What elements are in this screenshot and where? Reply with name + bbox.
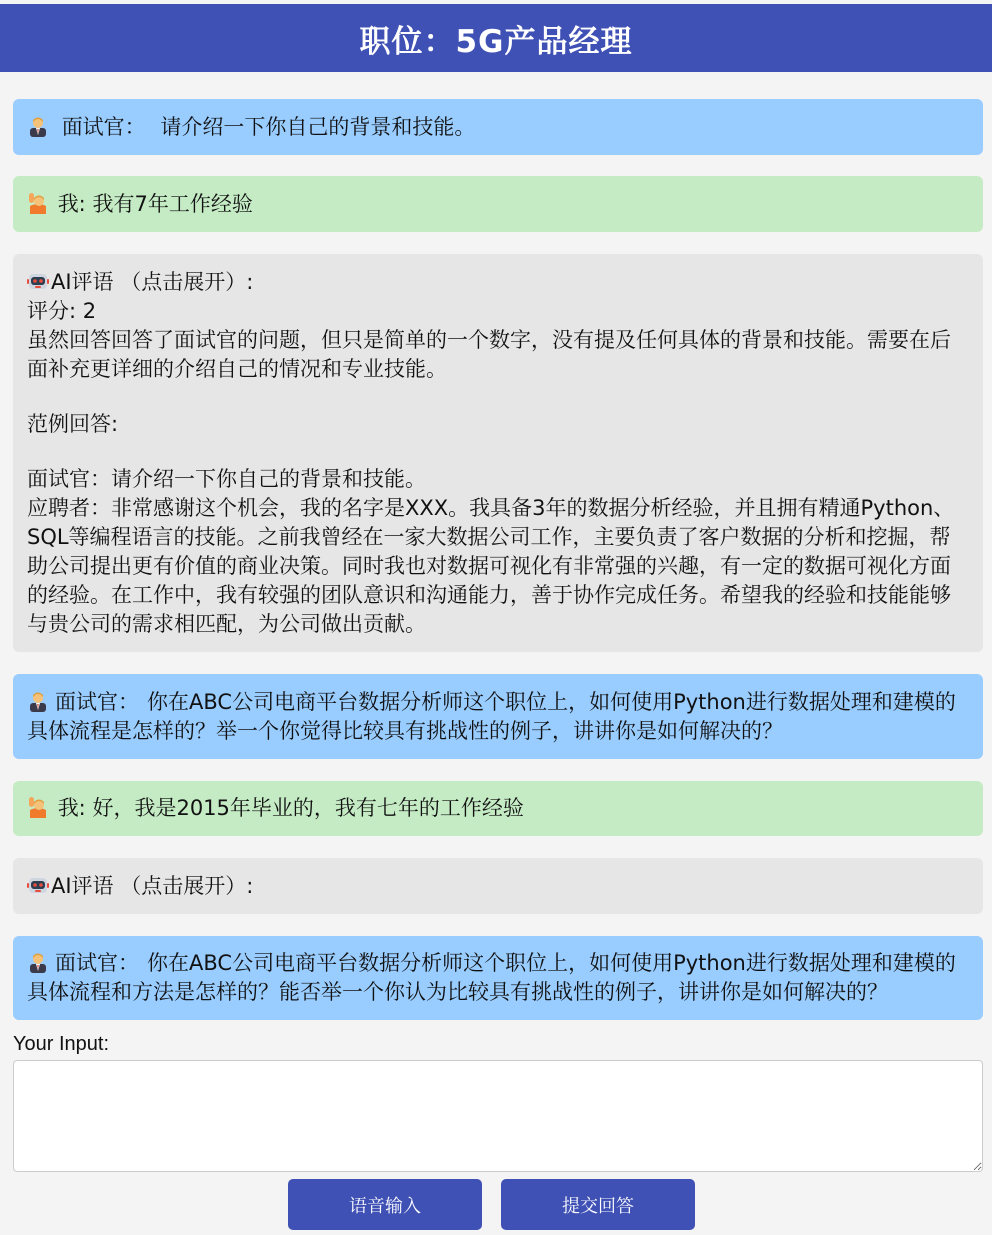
example-question: 面试官：请介绍一下你自己的背景和技能。 bbox=[27, 467, 426, 491]
man-office-worker-icon bbox=[27, 115, 49, 137]
voice-input-button[interactable]: 语音输入 bbox=[288, 1179, 482, 1230]
interviewer-message bbox=[13, 674, 983, 759]
robot-icon bbox=[27, 270, 49, 292]
page-header bbox=[0, 4, 992, 72]
ai-feedback-collapsed[interactable] bbox=[13, 858, 983, 914]
message-text: 你在ABC公司电商平台数据分析师这个职位上，如何使用Python进行数据处理和建模的具体流程是怎样的？举一个你觉得比较具有挑战性的例子，讲讲你是如何解决的？ bbox=[27, 689, 956, 743]
speaker-label: 面试官： bbox=[55, 689, 139, 714]
speaker-label: 面试官： bbox=[61, 114, 146, 139]
message-text: 你在ABC公司电商平台数据分析师这个职位上，如何使用Python进行数据处理和建模的具体流程和方法是怎样的？能否举一个你认为比较具有挑战性的例子，讲讲你是如何解决的？ bbox=[27, 951, 956, 1004]
ai-feedback-toggle[interactable]: AI评语 （点击展开）: bbox=[51, 270, 254, 294]
ai-comment: 虽然回答回答了面试官的问题，但只是简单的一个数字，没有提及任何具体的背景和技能。需要在后面补充更详细的介绍自己的情况和专业技能。 bbox=[27, 328, 951, 381]
message-text: 请介绍一下你自己的背景和技能。 bbox=[160, 114, 476, 139]
my-message bbox=[13, 176, 983, 232]
person-raising-hand-icon bbox=[27, 796, 49, 818]
ai-feedback-toggle[interactable]: AI评语 （点击展开）: bbox=[51, 873, 254, 898]
message-text: 好，我是2015年毕业的，我有七年的工作经验 bbox=[92, 796, 524, 820]
man-office-worker-icon bbox=[27, 951, 49, 973]
interviewer-message bbox=[13, 99, 983, 155]
interviewer-message bbox=[13, 936, 983, 1020]
page-title: 职位：5G产品经理 bbox=[359, 23, 633, 60]
message-text: 我有7年工作经验 bbox=[92, 191, 253, 216]
speaker-label: 面试官： bbox=[55, 951, 139, 975]
ai-feedback-expanded[interactable] bbox=[13, 254, 983, 652]
speaker-label: 我: bbox=[57, 796, 86, 820]
example-label: 范例回答: bbox=[27, 412, 119, 436]
my-message bbox=[13, 781, 983, 836]
input-label: Your Input: bbox=[13, 1033, 110, 1055]
answer-input[interactable] bbox=[13, 1060, 983, 1172]
speaker-label: 我: bbox=[57, 191, 86, 216]
person-raising-hand-icon bbox=[27, 192, 49, 214]
man-office-worker-icon bbox=[27, 690, 49, 712]
ai-score: 评分: 2 bbox=[27, 299, 97, 323]
robot-icon bbox=[27, 874, 49, 896]
example-answer: 应聘者：非常感谢这个机会，我的名字是XXX。我具备3年的数据分析经验，并且拥有精通Python、SQL等编程语言的技能。之前我曾经在一家大数据公司工作，主要负责了客户数据的分析和挖掘，帮助公司提出更有价值的商业决策。同时我也对数据可视化有非常强的兴趣，有一定的数据可视化方面的经验。在工作中，我有较强的团队意识和沟通能力，善于协作完成任务。希望我的经验和技能能够与贵公司的需求相匹配，为公司做出贡献。 bbox=[27, 496, 955, 636]
submit-answer-button[interactable]: 提交回答 bbox=[501, 1179, 695, 1230]
